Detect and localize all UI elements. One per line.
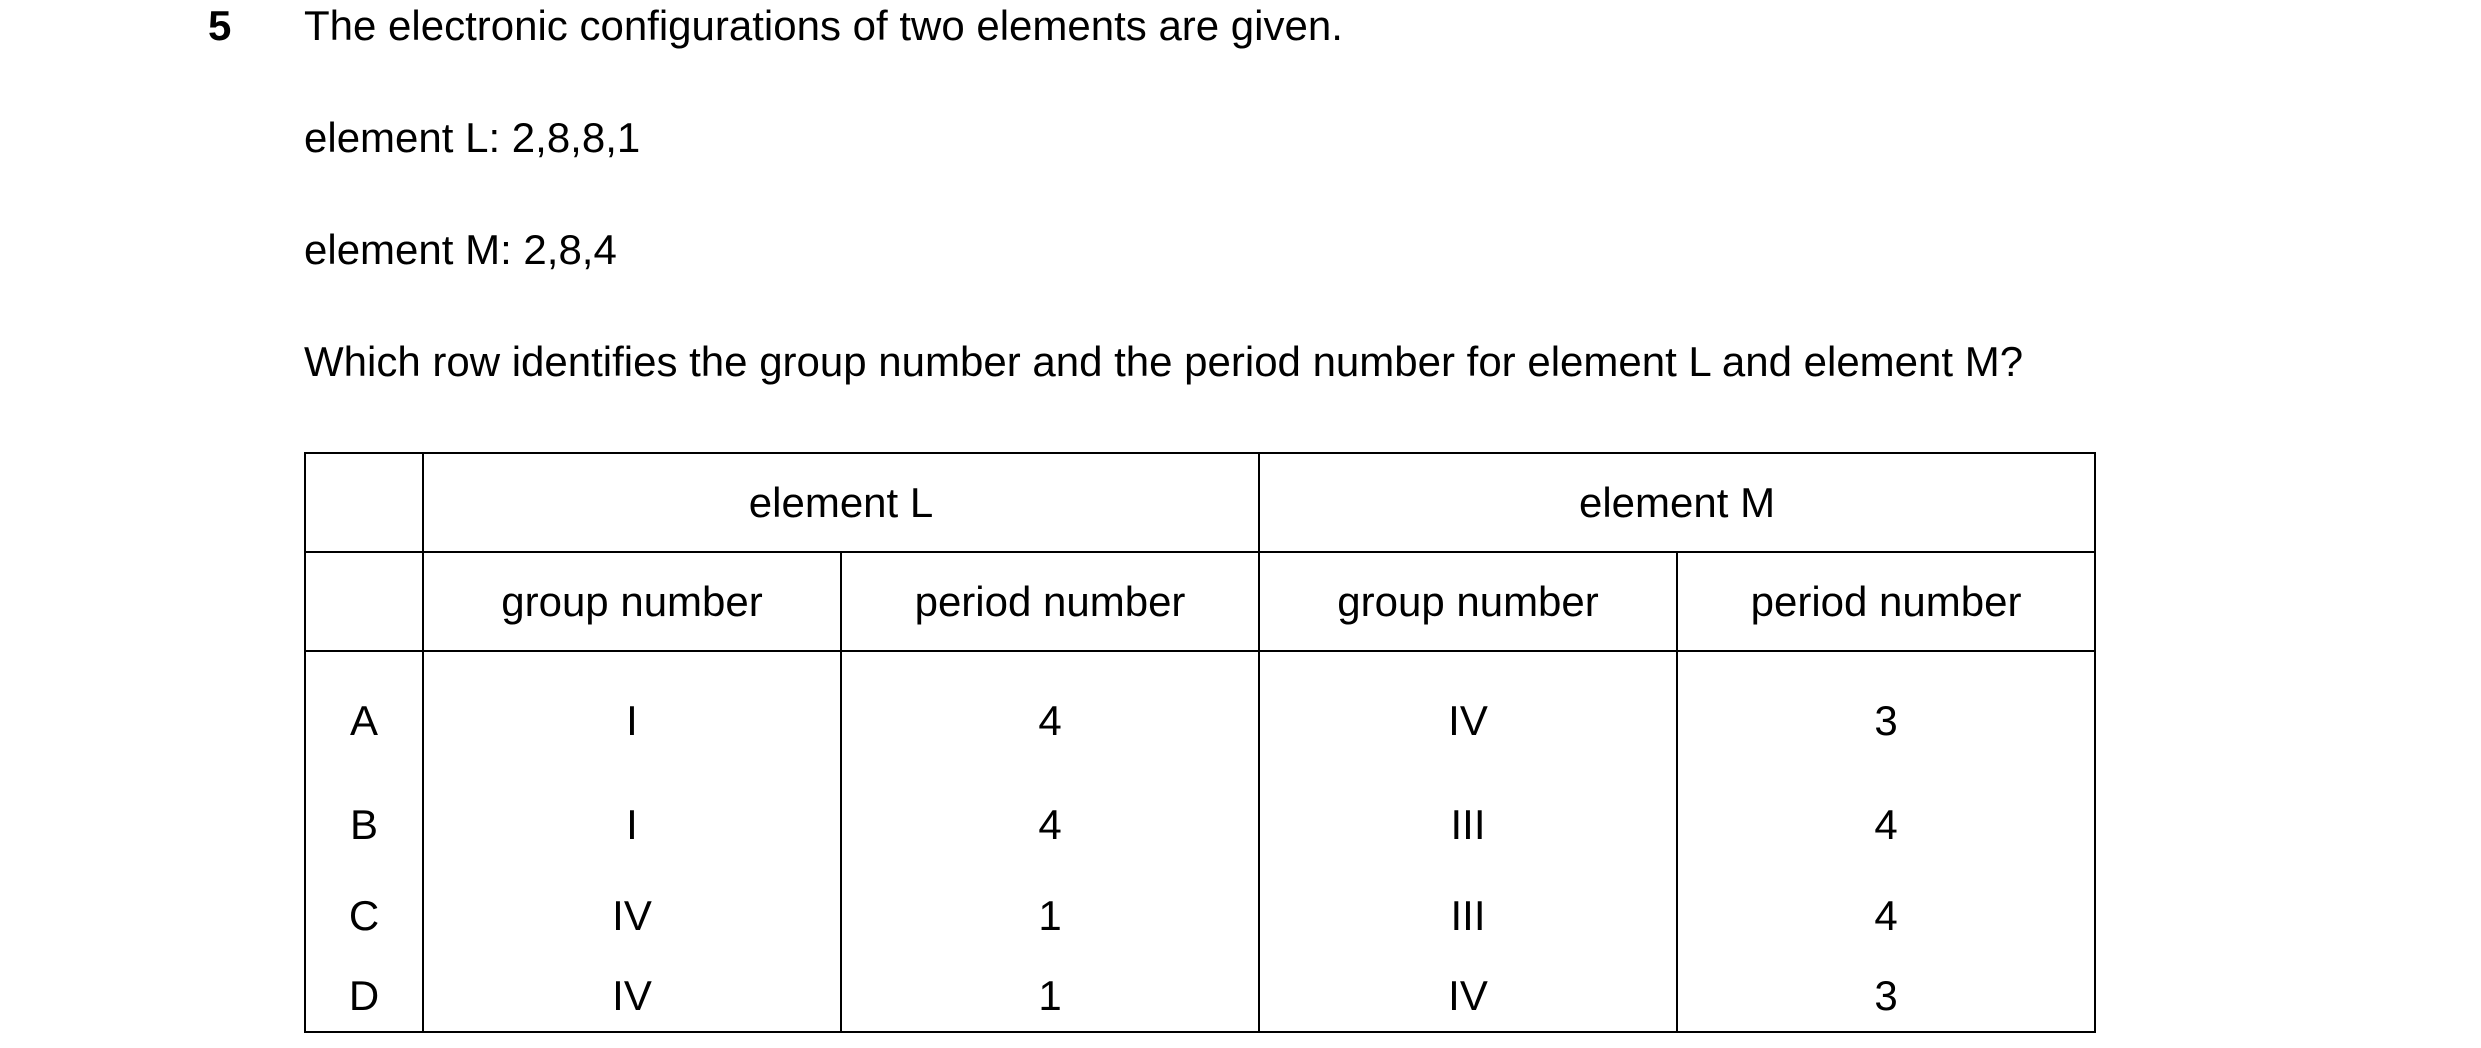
element-m-configuration: element M: 2,8,4: [304, 226, 617, 273]
question-number: 5: [208, 2, 232, 49]
m-period-cell: 4: [1677, 779, 2095, 870]
option-letter: C: [305, 870, 423, 961]
question-stem: The electronic configurations of two elements are given.: [304, 2, 1343, 49]
m-group-cell: III: [1259, 779, 1677, 870]
l-period-cell: 1: [841, 870, 1259, 961]
l-period-cell: 1: [841, 961, 1259, 1032]
element-l-header: element L: [423, 453, 1259, 552]
empty-corner-cell: [305, 453, 423, 552]
l-group-cell: IV: [423, 870, 841, 961]
m-group-cell: IV: [1259, 961, 1677, 1032]
empty-corner-cell: [305, 552, 423, 651]
element-l-configuration: element L: 2,8,8,1: [304, 114, 641, 161]
l-period-cell: 4: [841, 651, 1259, 779]
table-header-row: [305, 453, 2095, 552]
m-period-number-header: period number: [1677, 552, 2095, 651]
table-row: [305, 779, 2095, 870]
option-letter: B: [305, 779, 423, 870]
element-m-header: element M: [1259, 453, 2095, 552]
m-period-cell: 3: [1677, 961, 2095, 1032]
option-letter: A: [305, 651, 423, 779]
answer-table: [304, 452, 2096, 1033]
m-group-cell: IV: [1259, 651, 1677, 779]
l-period-cell: 4: [841, 779, 1259, 870]
l-period-number-header: period number: [841, 552, 1259, 651]
m-group-cell: III: [1259, 870, 1677, 961]
l-group-cell: IV: [423, 961, 841, 1032]
table-row: [305, 870, 2095, 961]
table-row: [305, 651, 2095, 779]
table-subheader-row: [305, 552, 2095, 651]
option-letter: D: [305, 961, 423, 1032]
l-group-number-header: group number: [423, 552, 841, 651]
m-period-cell: 4: [1677, 870, 2095, 961]
table-row: [305, 961, 2095, 1032]
question-prompt: Which row identifies the group number and the period number for element L and element M?: [304, 338, 2024, 385]
l-group-cell: I: [423, 651, 841, 779]
l-group-cell: I: [423, 779, 841, 870]
m-group-number-header: group number: [1259, 552, 1677, 651]
m-period-cell: 3: [1677, 651, 2095, 779]
